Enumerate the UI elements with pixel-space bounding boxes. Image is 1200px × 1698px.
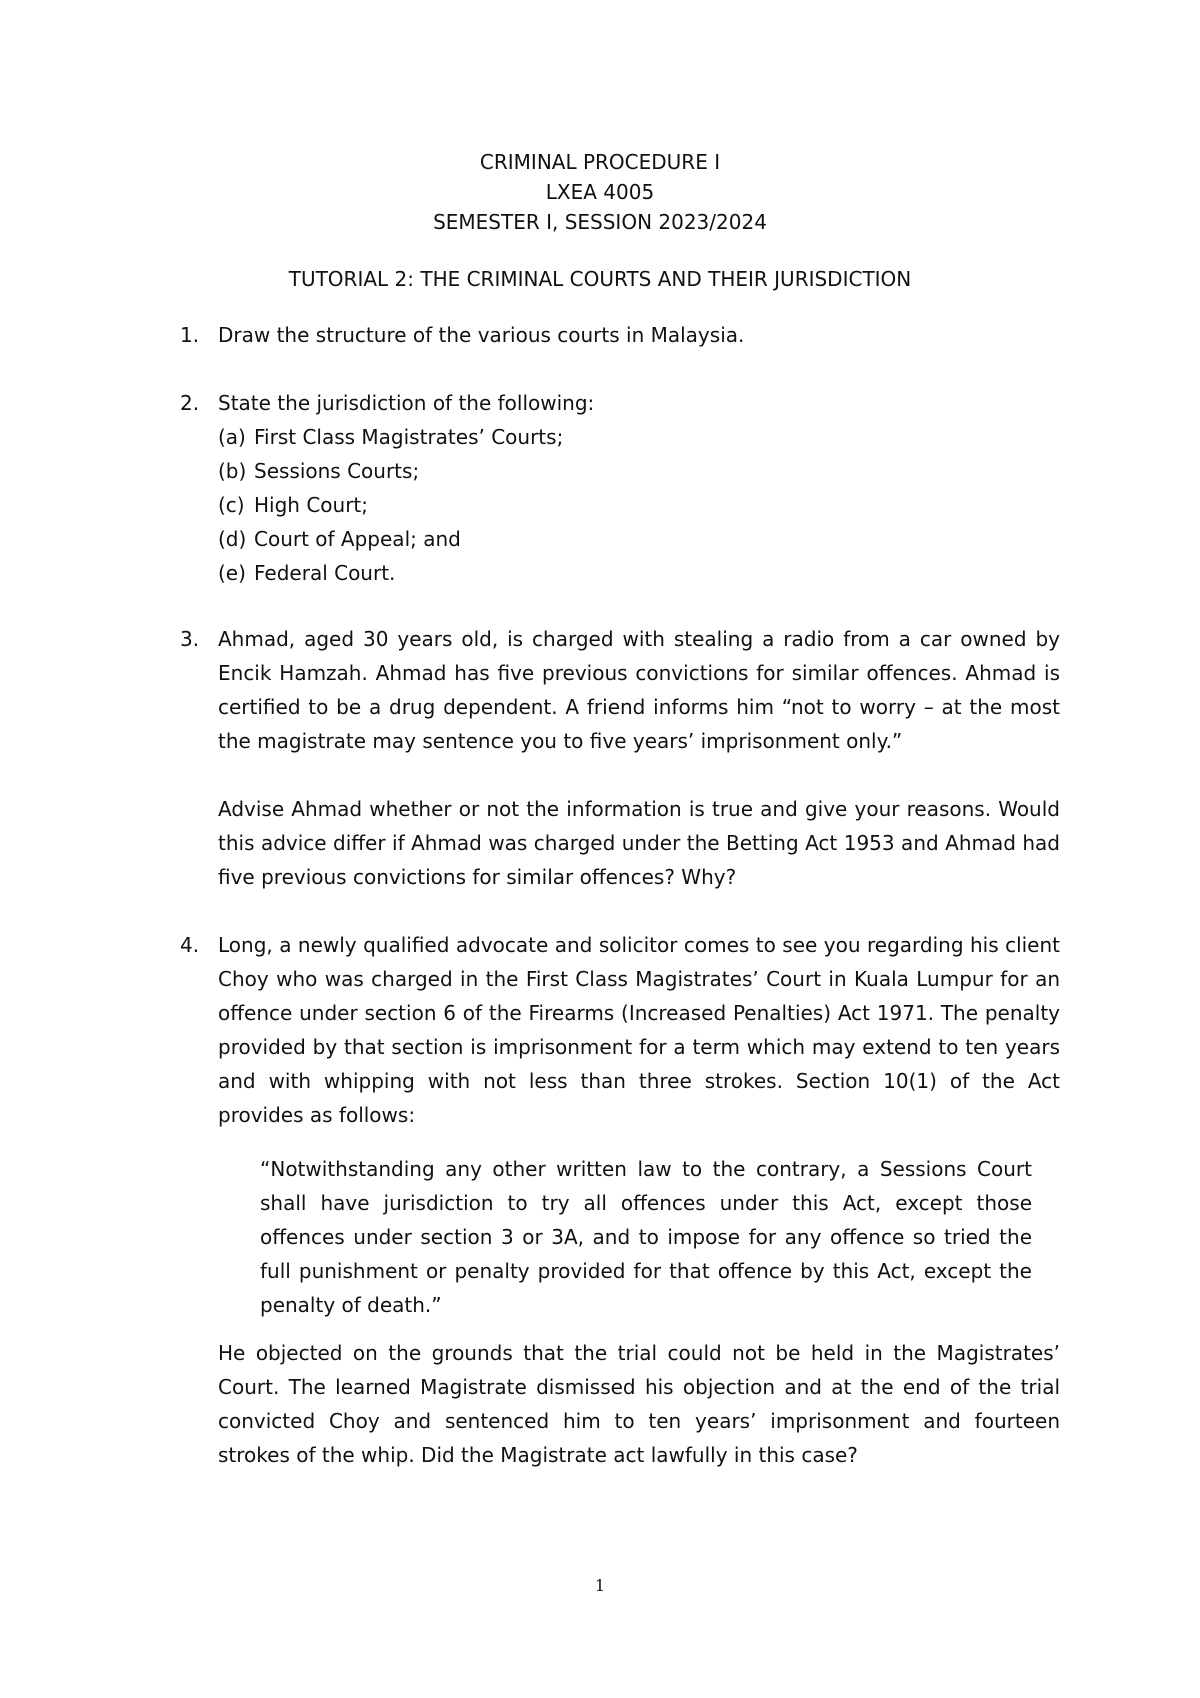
question-number: 2. — [180, 391, 200, 415]
item-label: (e) — [218, 561, 246, 585]
semester-session: SEMESTER I, SESSION 2023/2024 — [433, 210, 767, 234]
question-paragraph: Advise Ahmad whether or not the information is true and give your reasons. Would this advice differ if Ahmad was charged under the Betting Act 1953 and Ahmad had five previous convictions for similar offences? Why? — [218, 797, 1060, 889]
question-text: State the jurisdiction of the following: — [218, 391, 595, 415]
question-4 — [180, 928, 1060, 1472]
question-number: 4. — [180, 933, 200, 957]
question-text: Draw the structure of the various courts in Malaysia. — [218, 323, 745, 347]
list-item — [218, 556, 1060, 590]
court-list — [218, 420, 1060, 590]
item-label: (c) — [218, 493, 245, 517]
question-3 — [180, 622, 1060, 894]
question-paragraph: He objected on the grounds that the trial could not be held in the Magistrates’ Court. The learned Magistrate dismissed his objection and at the end of the trial convicted Choy and sentenced him to ten years’ imprisonment and fourteen strokes of the whip. Did the Magistrate act lawfully in this case? — [218, 1341, 1060, 1467]
course-code: LXEA 4005 — [545, 180, 655, 204]
item-text: High Court; — [254, 493, 369, 517]
question-number: 3. — [180, 627, 200, 651]
item-text: Court of Appeal; and — [254, 527, 461, 551]
item-text: Federal Court. — [254, 561, 396, 585]
item-text: First Class Magistrates’ Courts; — [254, 425, 564, 449]
item-text: Sessions Courts; — [254, 459, 420, 483]
statute-quote: “Notwithstanding any other written law to the contrary, a Sessions Court shall have jurisdiction to try all offences under this Act, except those offences under section 3 or 3A, and to impose for any offence so tried the full punishment or penalty provided for that offence by this Act, except the penalty of death.” — [260, 1157, 1032, 1317]
list-item — [218, 454, 1060, 488]
list-item — [218, 488, 1060, 522]
document-header — [0, 147, 1200, 237]
course-title: CRIMINAL PROCEDURE I — [479, 150, 721, 174]
list-item — [218, 420, 1060, 454]
question-2 — [180, 386, 1060, 590]
item-label: (b) — [218, 459, 247, 483]
question-number: 1. — [180, 323, 200, 347]
item-label: (d) — [218, 527, 247, 551]
tutorial-title: TUTORIAL 2: THE CRIMINAL COURTS AND THEIR JURISDICTION — [288, 267, 912, 291]
page-number: 1 — [594, 1576, 606, 1595]
list-item — [218, 522, 1060, 556]
item-label: (a) — [218, 425, 246, 449]
question-paragraph: Long, a newly qualified advocate and solicitor comes to see you regarding his client Choy who was charged in the First Class Magistrates’ Court in Kuala Lumpur for an offence under section 6 of the Firearms (Increased Penalties) Act 1971. The penalty provided by that section is imprisonment for a term which may extend to ten years and with whipping with not less than three strokes. Section 10(1) of the Act provides as follows: — [218, 933, 1060, 1127]
question-1 — [180, 318, 1060, 352]
question-paragraph: Ahmad, aged 30 years old, is charged with stealing a radio from a car owned by Encik Hamzah. Ahmad has five previous convictions for similar offences. Ahmad is certified to be a drug dependent. A friend informs him “not to worry – at the most the magistrate may sentence you to five years’ imprisonment only.” — [218, 627, 1060, 753]
